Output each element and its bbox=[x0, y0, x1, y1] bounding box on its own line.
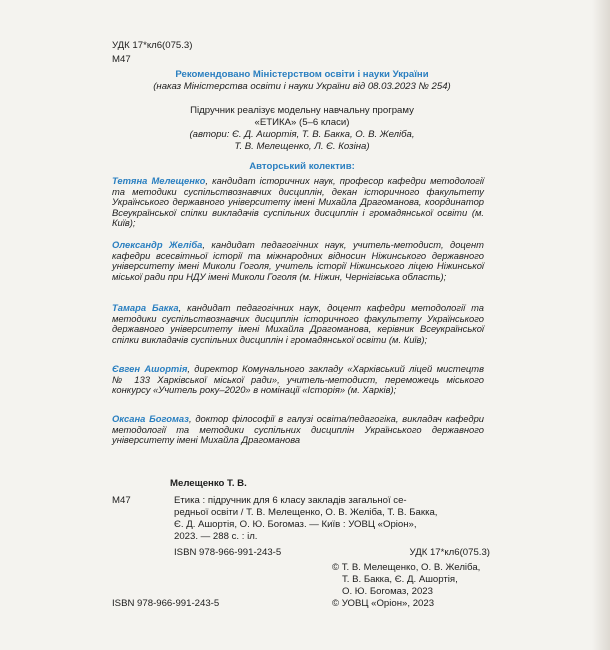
page-edge-shadow bbox=[592, 0, 610, 650]
author-name: Тетяна Мелещенко bbox=[112, 175, 206, 186]
author-entry bbox=[112, 414, 484, 446]
author-entry bbox=[112, 176, 484, 229]
bib-code: М47 bbox=[112, 495, 131, 506]
authors-heading: Авторський колектив: bbox=[249, 161, 355, 172]
author-entry bbox=[112, 303, 484, 345]
copyright-line: © Т. В. Мелещенко, О. В. Желіба, bbox=[332, 562, 481, 573]
author-name: Оксана Богомаз bbox=[112, 413, 189, 424]
program-line: Підручник реалізує модельну навчальну програму bbox=[190, 105, 414, 116]
bib-line: Є. Д. Ашортія, О. Ю. Богомаз. — Київ : УОВЦ «Оріон», bbox=[174, 519, 417, 530]
author-bio: , директор Комунального закладу «Харківський ліцей мистецтв № 133 Харківської міської ради», учитель-методист, переможець міського конкурсу «Учитель року–2020» в номінації «Історія» (м. Харків); bbox=[112, 363, 484, 396]
program-line: Т. В. Мелещенко, Л. Є. Козіна) bbox=[234, 141, 370, 152]
footer-isbn: ISBN 978-966-991-243-5 bbox=[112, 598, 220, 609]
imprint-page bbox=[112, 28, 492, 628]
bib-isbn: ISBN 978-966-991-243-5 bbox=[174, 547, 282, 558]
author-bio: , кандидат педагогічних наук, учитель-методист, доцент кафедри всесвітньої історії та міжнародних відносин Ніжинського державного університету імені Миколи Гоголя, учитель історії Ніжинського ліцею Ніжинської міської ради при НДУ імені Миколи Гоголя (м. Ніжин, Чернігівська область); bbox=[112, 239, 484, 282]
bib-line: Етика : підручник для 6 класу закладів загальної се- bbox=[174, 495, 407, 506]
bib-line: редньої освіти / Т. В. Мелещенко, О. В. Желіба, Т. В. Бакка, bbox=[174, 507, 438, 518]
author-entry bbox=[112, 364, 484, 396]
ministry-order: (наказ Міністерства освіти і науки України від 08.03.2023 № 254) bbox=[153, 81, 451, 92]
copyright-line: © УОВЦ «Оріон», 2023 bbox=[332, 598, 435, 609]
catalog-code: М47 bbox=[112, 54, 131, 65]
author-name: Олександр Желіба bbox=[112, 239, 203, 250]
bib-author: Мелещенко Т. В. bbox=[170, 478, 247, 489]
copyright-line: О. Ю. Богомаз, 2023 bbox=[342, 586, 433, 597]
recommendation: Рекомендовано Міністерством освіти і науки України bbox=[175, 69, 429, 80]
bib-line: 2023. — 288 с. : іл. bbox=[174, 531, 258, 542]
author-bio: , доктор філософії в галузі освіта/педагогіка, викладач кафедри методології та методики суспільних дисциплін Українського державного університету імені Михайла Драгоманова bbox=[112, 413, 484, 446]
copyright-line: Т. В. Бакка, Є. Д. Ашортія, bbox=[342, 574, 458, 585]
author-name: Євген Ашортія bbox=[112, 363, 188, 374]
program-line: (автори: Є. Д. Ашортія, Т. В. Бакка, О. В. Желіба, bbox=[189, 129, 415, 140]
author-entry bbox=[112, 240, 484, 282]
author-bio: , кандидат педагогічних наук, доцент кафедри методології та методики суспільствознавчих дисциплін історичного факультету Українського державного університету імені Михайла Драгоманова, керівник Всеукраїнської спілки викладачів суспільних дисциплін і громадянської освіти (м. Київ); bbox=[112, 302, 484, 345]
author-name: Тамара Бакка bbox=[112, 302, 179, 313]
udc-code: УДК 17*кл6(075.3) bbox=[112, 40, 193, 51]
program-line: «ЕТИКА» (5–6 класи) bbox=[254, 117, 350, 128]
bib-udc: УДК 17*кл6(075.3) bbox=[409, 547, 490, 558]
author-bio: , кандидат історичних наук, професор кафедри методології та методики суспільствознавчих дисциплін, декан історичного факультету Українського державного університету імені Михайла Драгоманова, координатор Всеукраїнської спілки викладачів суспільних дисциплін і громадянської освіти (м. Київ); bbox=[112, 175, 485, 229]
